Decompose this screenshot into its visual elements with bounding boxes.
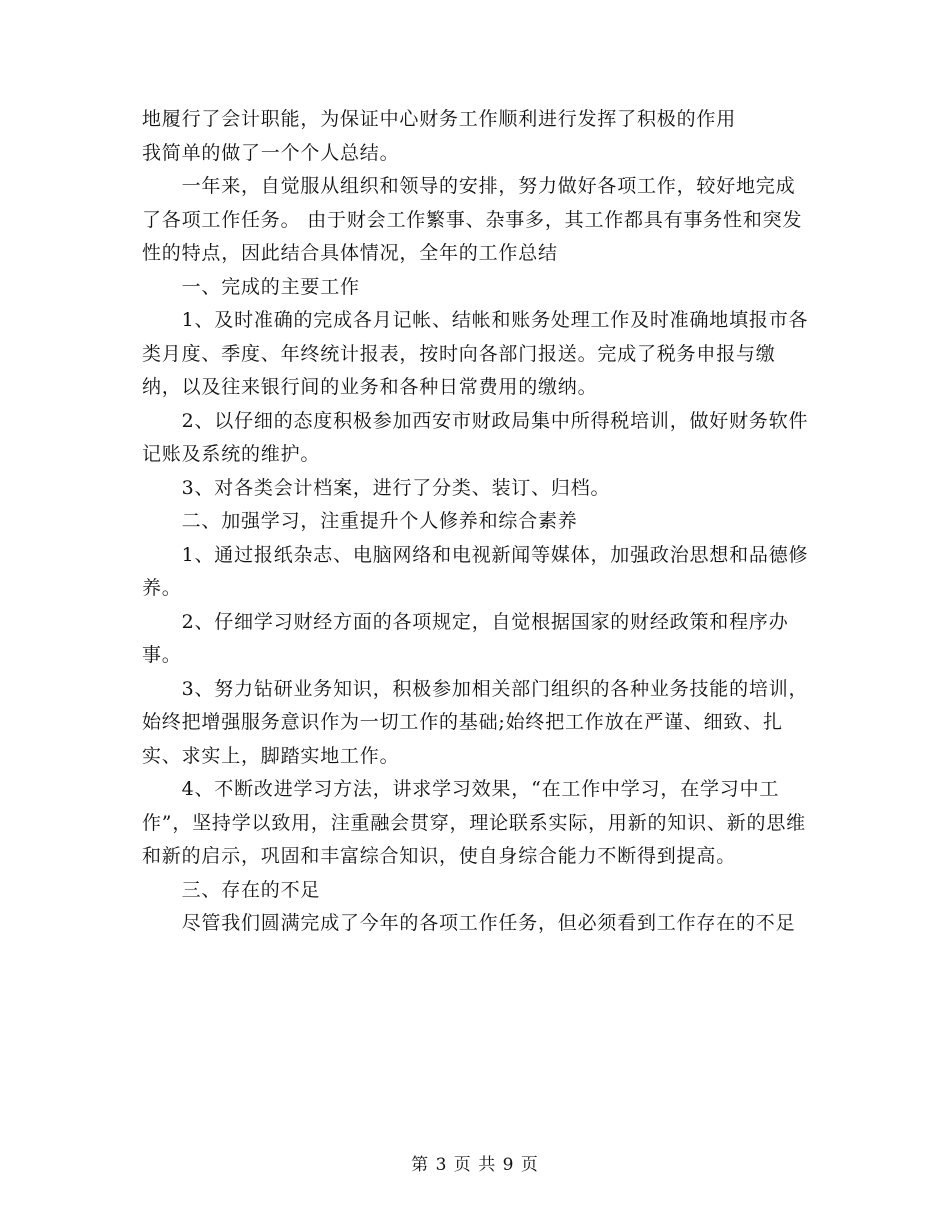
- document-body: [142, 103, 810, 941]
- section-heading: 二、加强学习，注重提升个人修养和综合素养: [142, 510, 578, 532]
- paragraph: 2、仔细学习财经方面的各项规定，自觉根据国家的财经政策和程序办事。: [142, 610, 789, 666]
- section-heading: 一、完成的主要工作: [142, 275, 360, 298]
- paragraph: 2、以仔细的态度积极参加西安市财政局集中所得税培训，做好财务软件记账及系统的维护。: [142, 409, 809, 465]
- paragraph: 1、通过报纸杂志、电脑网络和电视新闻等媒体，加强政治思想和品德修养。: [142, 543, 809, 599]
- paragraph: 地履行了会计职能，为保证中心财务工作顺利进行发挥了积极的作用: [142, 108, 737, 130]
- paragraph: 3、努力钻研业务知识，积极参加相关部门组织的各种业务技能的培训，始终把增强服务意识作为一切工作的基础;始终把工作放在严谨、细致、扎实、求实上，脚踏实地工作。: [142, 677, 809, 767]
- paragraph: 我简单的做了一个个人总结。: [142, 141, 400, 164]
- page-number-label: 第 3 页 共 9 页: [411, 1155, 539, 1175]
- paragraph: 1、及时准确的完成各月记帐、结帐和账务处理工作及时准确地填报市各类月度、季度、年终统计报表，按时向各部门报送。完成了税务申报与缴纳，以及往来银行间的业务和各种日常费用的缴纳。: [142, 309, 809, 398]
- paragraph: 尽管我们圆满完成了今年的各项工作任务，但必须看到工作存在的不足: [142, 912, 796, 934]
- paragraph: 一年来，自觉服从组织和领导的安排，努力做好各项工作，较好地完成了各项工作任务。 由于财会工作繁事、杂事多，其工作都具有事务性和突发性的特点，因此结合具体情况，全年的工作总结: [142, 175, 803, 264]
- paragraph: 3、对各类会计档案，进行了分类、装订、归档。: [142, 476, 611, 499]
- paragraph: 4、不断改进学习方法，讲求学习效果，“在工作中学习，在学习中工作”，坚持学以致用，注重融会贯穿，理论联系实际，用新的知识、新的思维和新的启示，巩固和丰富综合知识，使自身综合能力不断得到提高。: [142, 778, 806, 867]
- page-footer: [0, 1150, 950, 1175]
- section-heading: 三、存在的不足: [142, 878, 321, 901]
